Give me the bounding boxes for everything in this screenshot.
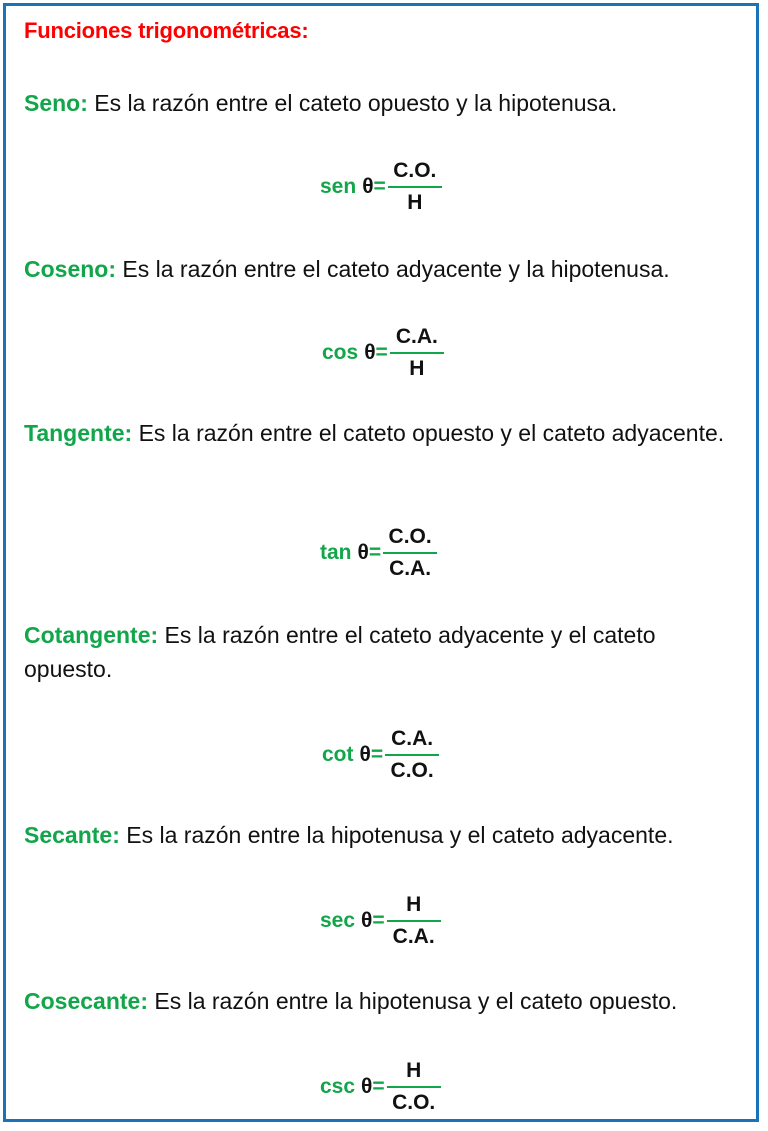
denominator: C.O. <box>390 759 434 782</box>
document-frame <box>3 3 759 1122</box>
term-cosecante: Cosecante: <box>24 988 148 1014</box>
fraction <box>388 156 442 218</box>
theta-symbol: θ <box>362 175 374 198</box>
description-coseno: Es la razón entre el cateto adyacente y la hipotenusa. <box>116 256 670 282</box>
theta-symbol: θ <box>361 1075 373 1098</box>
formula-cosecante <box>6 1052 756 1122</box>
theta-symbol: θ <box>359 743 371 766</box>
definition-coseno <box>24 252 749 286</box>
numerator: H <box>406 1059 422 1082</box>
function-name-sen: sen <box>320 175 357 198</box>
formula-tangente <box>6 518 756 588</box>
formula-coseno <box>6 318 756 388</box>
definition-cotangente <box>24 618 749 686</box>
fraction <box>387 1056 441 1118</box>
equals-sign: = <box>370 743 384 766</box>
term-seno: Seno: <box>24 90 88 116</box>
fraction <box>383 522 437 584</box>
description-secante: Es la razón entre la hipotenusa y el cateto adyacente. <box>119 822 674 848</box>
numerator: C.A. <box>395 325 438 348</box>
denominator: H <box>407 191 423 214</box>
denominator: H <box>409 357 425 380</box>
function-name-cot: cot <box>322 743 354 766</box>
theta-symbol: θ <box>361 909 373 932</box>
formula-seno <box>6 152 756 222</box>
equals-sign: = <box>368 541 382 564</box>
term-tangente: Tangente: <box>24 420 133 446</box>
term-coseno: Coseno: <box>24 256 116 282</box>
definition-seno <box>24 86 749 120</box>
description-cotangente: Es la razón entre el cateto adyacente y el cateto opuesto. <box>24 622 656 682</box>
numerator: C.A. <box>391 727 434 750</box>
equals-sign: = <box>372 909 385 932</box>
denominator: C.A. <box>389 557 432 580</box>
numerator: H <box>406 893 422 916</box>
equals-sign: = <box>375 341 388 364</box>
definition-tangente <box>24 416 749 450</box>
denominator: C.O. <box>392 1091 436 1114</box>
equals-sign: = <box>373 175 386 198</box>
fraction <box>385 724 439 786</box>
page-title: Funciones trigonométricas: <box>24 18 309 43</box>
function-name-cos: cos <box>322 341 359 364</box>
definition-secante <box>24 818 749 852</box>
formula-secante <box>6 886 756 956</box>
function-name-csc: csc <box>320 1075 356 1098</box>
theta-symbol: θ <box>357 541 369 564</box>
formula-cotangente <box>6 720 756 790</box>
equals-sign: = <box>372 1075 385 1098</box>
fraction <box>390 322 444 384</box>
description-cosecante: Es la razón entre la hipotenusa y el cateto opuesto. <box>147 988 678 1014</box>
description-tangente: Es la razón entre el cateto opuesto y el cateto adyacente. <box>132 420 725 446</box>
description-seno: Es la razón entre el cateto opuesto y la hipotenusa. <box>87 90 618 116</box>
fraction <box>387 890 441 952</box>
numerator: C.O. <box>393 159 437 182</box>
denominator: C.A. <box>392 925 435 948</box>
term-cotangente: Cotangente: <box>24 622 159 648</box>
function-name-sec: sec <box>320 909 356 932</box>
function-name-tan: tan <box>320 541 352 564</box>
numerator: C.O. <box>388 525 432 548</box>
theta-symbol: θ <box>364 341 376 364</box>
term-secante: Secante: <box>24 822 120 848</box>
definition-cosecante <box>24 984 749 1018</box>
